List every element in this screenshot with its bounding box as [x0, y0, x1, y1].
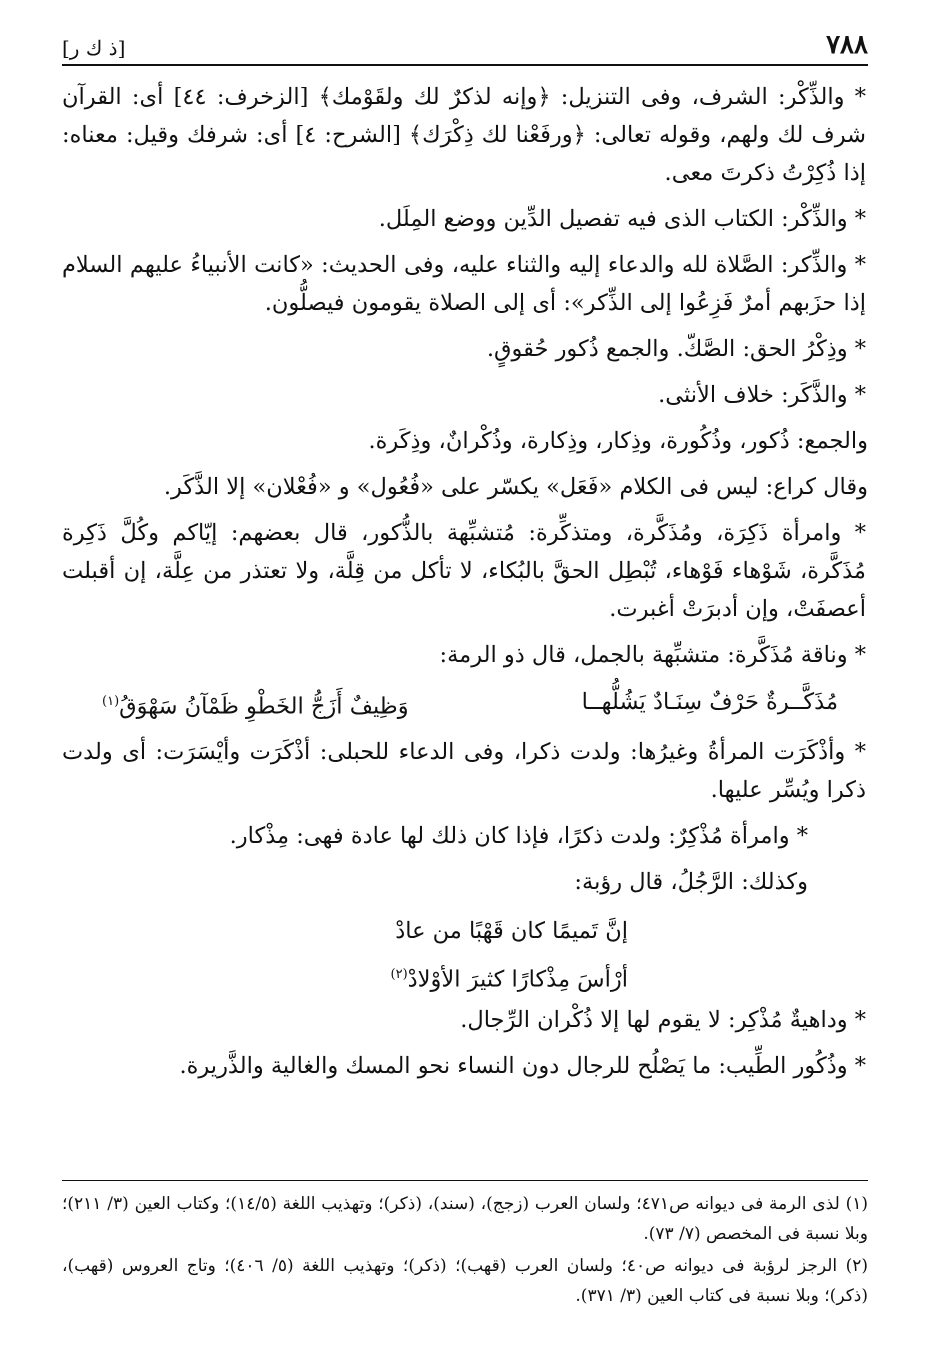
page	[62, 22, 868, 1350]
rajaz-line: إنَّ تَميمًا كان قَهْبًا من عادْ	[395, 917, 628, 944]
entry-paragraph: * وامرأة مُذْكِرٌ: ولدت ذكرًا، فإذا كان ذلك لها عادة فهى: مِذْكار.	[229, 822, 808, 849]
rajaz-verse	[62, 909, 868, 1002]
footnote-marker: (١)	[102, 694, 120, 709]
root-tag: [ذ ك ر]	[62, 36, 126, 60]
entry-paragraph: * وناقة مُذَكَّرة: متشبِّهة بالجمل، قال ذو الرمة:	[439, 642, 866, 668]
footnotes	[62, 1180, 868, 1313]
entry-paragraph: * وأذْكَرَت المرأةُ وغيرُها: ولدت ذكرا، وفى الدعاء للحبلى: أذْكَرَت وأيْسَرَت: أى ولدت ذكرا ويُسِّر عليها.	[62, 738, 866, 803]
entry-paragraph: * وذِكْرُ الحق: الصَّكّ. والجمع ذُكور حُقوقٍ.	[486, 336, 866, 362]
poem-verse	[62, 682, 868, 727]
entry-paragraph: * وذُكُور الطِّيب: ما يَصْلُح للرجال دون النساء نحو المسك والغالية والذَّريرة.	[179, 1053, 866, 1079]
page-header	[62, 22, 868, 66]
entry-paragraph: وقال كراع: ليس فى الكلام «فَعَل» يكسّر على «فُعُول» و «فُعْلان» إلا الذَّكَر.	[163, 474, 868, 500]
poem-hemistich-second: وَظِيفٌ أَزَجُّ الخَطْوِ ظَمْآنُ سَهْوَقُ$^{(١)}$	[102, 693, 409, 720]
page-number: ٧٨٨	[826, 30, 868, 60]
entry-paragraph: * والذِّكْر: الشرف، وفى التنزيل: ﴿وإنه لذكرٌ لك ولقَوْمك﴾ [الزخرف: ٤٤] أى: القرآن شرف لك ولهم، وقوله تعالى: ﴿ورفَعْنا لك ذِكْرَك﴾ [الشرح: ٤] أى: شرفك وقيل: معناه: إذا ذُكِرْتُ ذكرتَ معى.	[62, 84, 867, 186]
footnote: (١) لذى الرمة فى ديوانه ص٤٧١؛ ولسان العرب (زجج)، (سند)، (ذكر)؛ وتهذيب اللغة (١٤/٥)؛ وكتاب العين (٣/ ٢١١)؛ وبلا نسبة فى المخصص (٧/ ٧٣).	[62, 1194, 868, 1244]
entry-paragraph: * وامرأة ذَكِرَة، ومُذَكَّرة، ومتذكِّرة: مُتشبِّهة بالذُّكور، قال بعضهم: إيّاكم وكُلَّ ذَكِرة مُذَكَّرة، شَوْهاء فَوْهاء، تُبْطِل الحقَّ بالبُكاء، لا تأكل من قِلَّة، ولا تعتذر من عِلَّة، إن أقبلت أعصفَتْ، وإن أدبرَتْ أغبرت.	[62, 520, 866, 622]
entry-paragraph: وكذلك: الرَّجُلُ، قال رؤبة:	[574, 868, 808, 895]
rajaz-line: أرْأسَ مِذْكارًا كثيرَ الأوْلادْ$^{(٢)}$	[390, 966, 628, 992]
footnote: (٢) الرجز لرؤبة فى ديوانه ص٤٠؛ ولسان العرب (قهب)؛ (ذكر)؛ وتهذيب اللغة (٥/ ٤٠٦)؛ وتاج العروس (قهب)، (ذكر)؛ وبلا نسبة فى كتاب العين (٣/ ٣٧١).	[62, 1256, 868, 1306]
entry-paragraph: * والذِّكْر: الكتاب الذى فيه تفصيل الدِّين ووضع المِلَل.	[378, 206, 866, 232]
footnote-marker: (٢)	[390, 966, 408, 982]
entry-paragraph: * وداهيةٌ مُذْكِر: لا يقوم لها إلا ذُكْران الرِّجال.	[460, 1007, 866, 1033]
poem-hemistich-first: مُذَكَّــرةٌ حَرْفٌ سِنَـادٌ يَشُلُّهــا	[581, 689, 838, 715]
main-text	[62, 78, 868, 1085]
entry-paragraph: والجمع: ذُكور، وذُكُورة، وذِكار، وذِكارة، وذُكْرانٌ، وذِكَرة.	[368, 428, 868, 454]
entry-paragraph: * والذِّكر: الصَّلاة لله والدعاء إليه والثناء عليه، وفى الحديث: «كانت الأنبياءُ عليهم السلام إذا حزَبهم أمرٌ فَزِعُوا إلى الذِّكر»: أى إلى الصلاة يقومون فيصلُّون.	[62, 252, 866, 316]
entry-paragraph: * والذَّكَر: خلاف الأنثى.	[658, 382, 866, 408]
